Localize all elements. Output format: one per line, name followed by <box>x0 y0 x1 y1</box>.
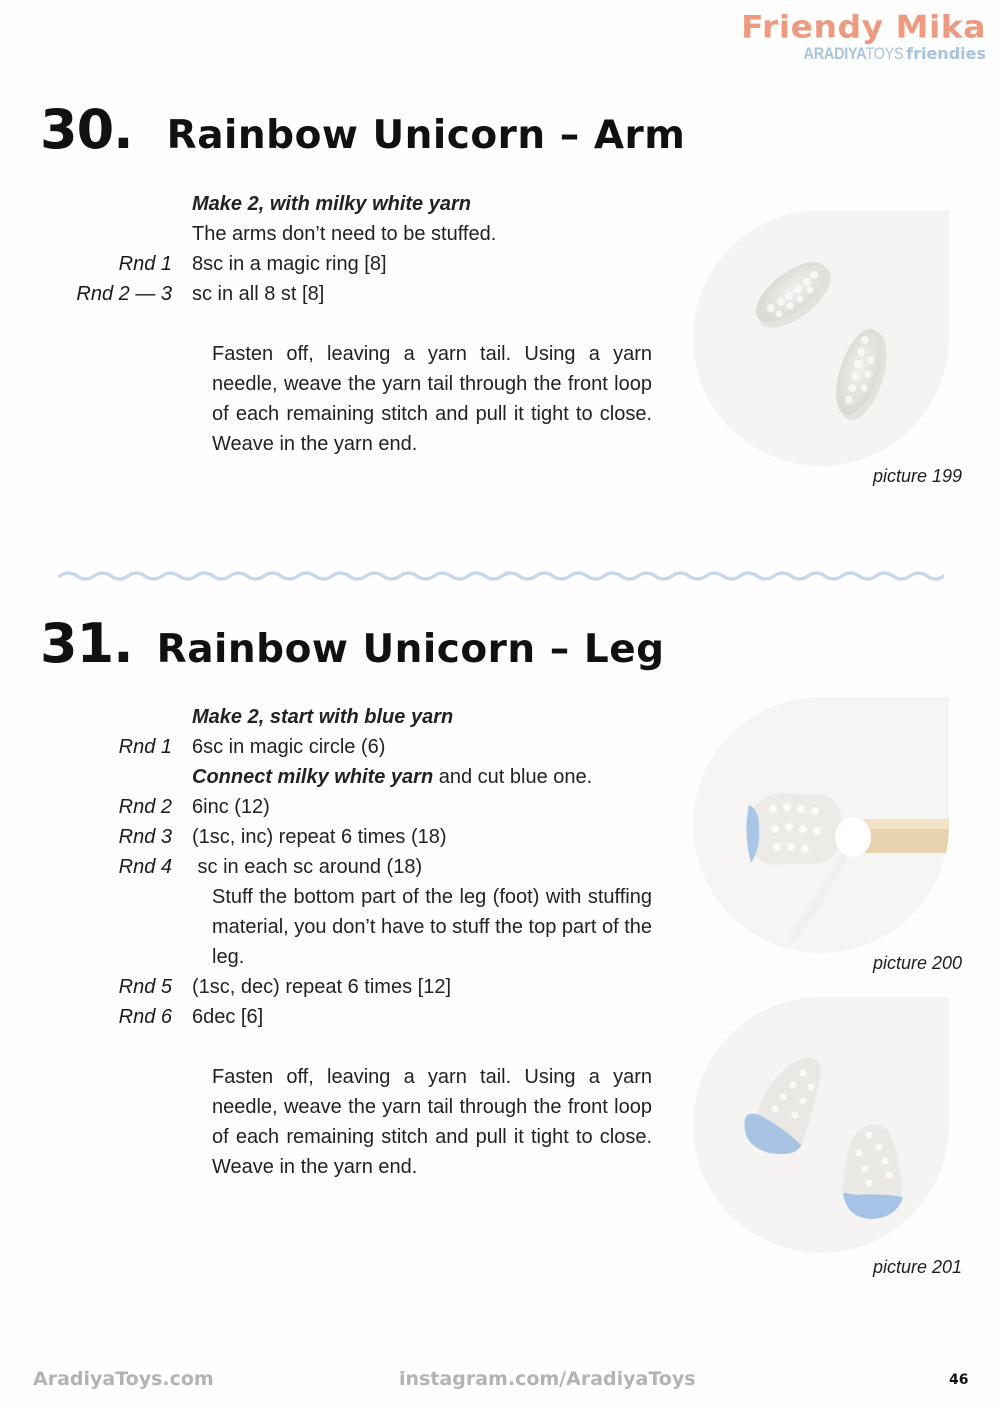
instruction-bold: Connect milky white yarn <box>192 766 434 788</box>
round-text: sc in all 8 st [8] <box>192 283 325 305</box>
intro-row <box>0 189 660 219</box>
round-label: Rnd 5 <box>118 976 172 998</box>
note-row <box>0 219 660 249</box>
finish-paragraph: Fasten off, leaving a yarn tail. Using a yarn needle, weave the yarn tail through the front loop of each remaining stitch and pull it tight to close. Weave in the yarn end. <box>212 1066 652 1178</box>
round-row <box>0 792 660 822</box>
brand-sub-bold: ARADIYA <box>803 44 867 63</box>
section-number: 30. <box>40 98 133 161</box>
round-row <box>0 249 660 279</box>
crochet-arms-image <box>693 210 949 466</box>
crochet-leg-stuffing-image <box>693 697 949 953</box>
website-link[interactable]: AradiyaToys.com <box>33 1368 214 1390</box>
brand-logo <box>741 8 986 64</box>
brand-subtitle <box>741 44 986 64</box>
round-text: 8sc in a magic ring [8] <box>192 253 387 275</box>
wavy-divider <box>58 568 944 590</box>
finish-paragraph: Fasten off, leaving a yarn tail. Using a yarn needle, weave the yarn tail through the front loop of each remaining stitch and pull it tight to close. Weave in the yarn end. <box>212 343 652 455</box>
round-label: Rnd 2 — 3 <box>76 283 172 305</box>
round-text: (1sc, inc) repeat 6 times (18) <box>192 826 447 848</box>
section-31-body <box>0 702 660 1182</box>
photo-arms <box>693 210 949 466</box>
instagram-link[interactable]: instagram.com/AradiyaToys <box>399 1368 696 1390</box>
intro-text: Make 2, start with blue yarn <box>192 706 454 728</box>
round-text: 6dec [6] <box>192 1006 264 1028</box>
note-text: The arms don’t need to be stuffed. <box>192 223 497 245</box>
section-title: Rainbow Unicorn – Leg <box>156 627 665 672</box>
round-label: Rnd 4 <box>118 856 172 878</box>
brand-sub-light: TOYS <box>865 44 904 63</box>
picture-caption: picture 201 <box>872 1257 962 1277</box>
section-number: 31. <box>40 612 133 675</box>
round-label: Rnd 1 <box>118 736 172 758</box>
instruction-text: and cut blue one. <box>433 766 593 788</box>
round-text: sc in each sc around (18) <box>192 856 423 878</box>
page-footer <box>0 1368 1000 1398</box>
round-row <box>0 1002 660 1032</box>
round-label: Rnd 1 <box>118 253 172 275</box>
section-title: Rainbow Unicorn – Arm <box>166 113 686 158</box>
round-row <box>0 822 660 852</box>
page-number: 46 <box>949 1372 969 1388</box>
round-row <box>0 852 660 882</box>
section-30-body <box>0 189 660 459</box>
round-row <box>0 279 660 309</box>
section-31-heading <box>40 612 665 675</box>
round-row <box>0 732 660 762</box>
photo-legs <box>693 997 949 1253</box>
round-row <box>0 972 660 1002</box>
intro-text: Make 2, with milky white yarn <box>192 193 471 215</box>
round-text: 6sc in magic circle (6) <box>192 736 386 758</box>
round-text: 6inc (12) <box>192 796 270 818</box>
picture-caption: picture 200 <box>872 953 962 973</box>
instruction-row <box>0 762 660 792</box>
brand-title: Friendy Mika <box>741 8 986 46</box>
round-text: (1sc, dec) repeat 6 times [12] <box>192 976 452 998</box>
photo-leg-stuffing <box>693 697 949 953</box>
section-30-heading <box>40 98 685 161</box>
brand-sub-script: friendies <box>906 44 986 63</box>
crochet-legs-image <box>693 997 949 1253</box>
round-label: Rnd 2 <box>118 796 172 818</box>
intro-row <box>0 702 660 732</box>
stuffing-paragraph: Stuff the bottom part of the leg (foot) with stuffing material, you don’t have to stuff the top part of the leg. <box>212 886 652 968</box>
round-label: Rnd 3 <box>118 826 172 848</box>
round-label: Rnd 6 <box>118 1006 172 1028</box>
picture-caption: picture 199 <box>872 466 962 486</box>
